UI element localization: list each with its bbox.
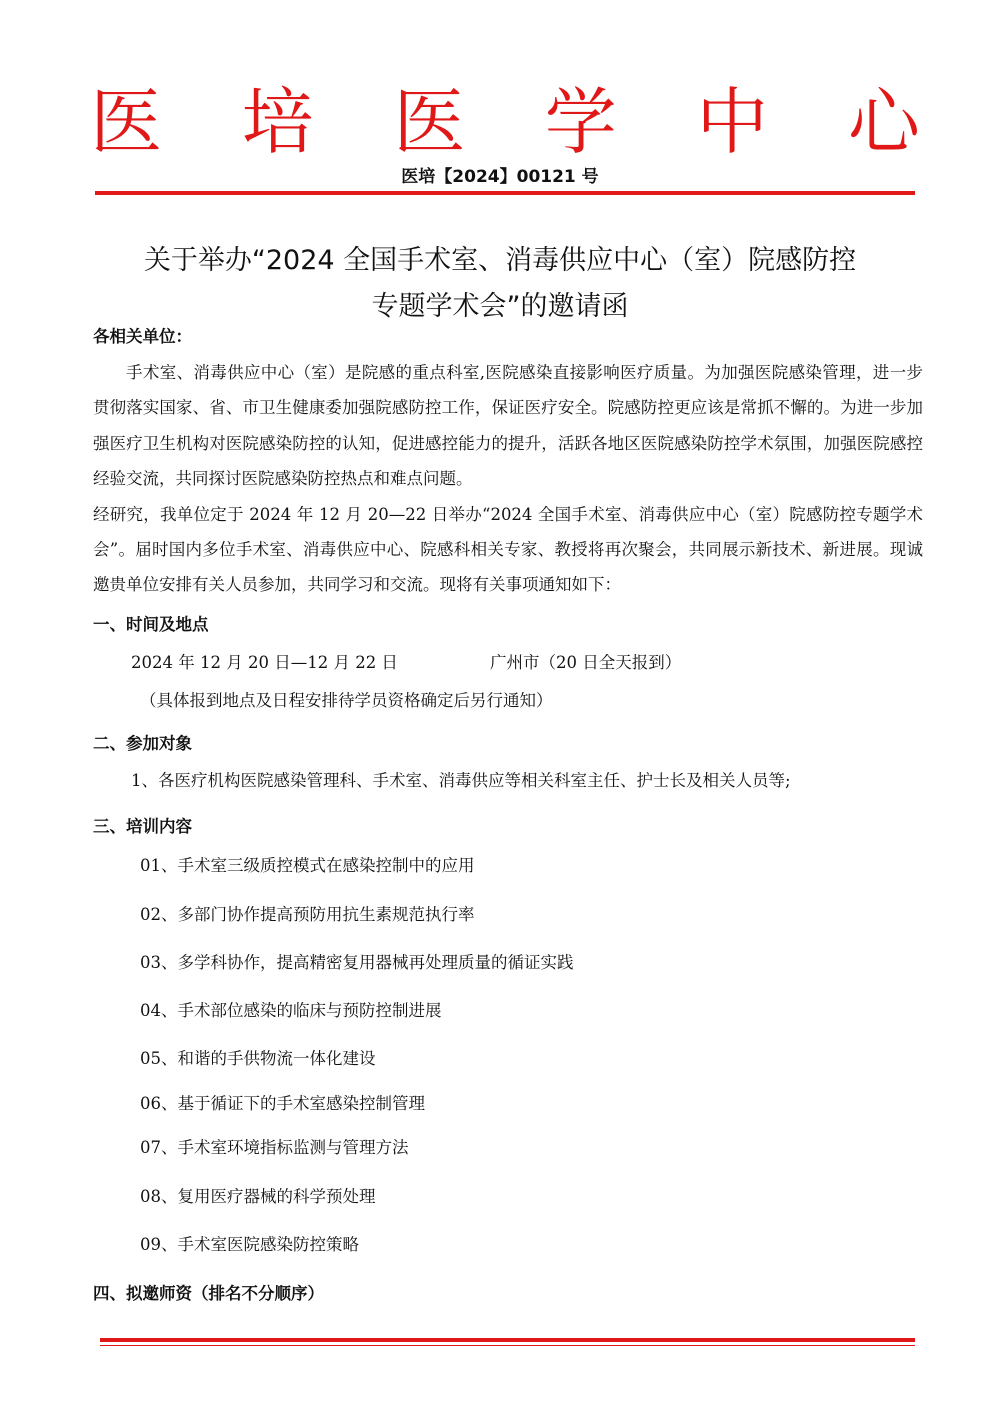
document-title-line-1: 关于举办“2024 全国手术室、消毒供应中心（室）院感防控 [143, 245, 857, 276]
letterhead-char: 学 [544, 80, 617, 164]
training-item: 07、手术室环境指标监测与管理方法 [140, 1138, 409, 1157]
footer-divider [100, 1338, 915, 1342]
training-item: 05、和谐的手供物流一体化建设 [140, 1049, 376, 1068]
training-item: 04、手术部位感染的临床与预防控制进展 [140, 1001, 442, 1020]
letterhead-title [90, 82, 920, 162]
event-date: 2024 年 12 月 20 日—12 月 22 日 [131, 653, 398, 672]
training-item: 06、基于循证下的手术室感染控制管理 [140, 1094, 425, 1113]
training-item: 03、多学科协作，提高精密复用器械再处理质量的循证实践 [140, 953, 574, 972]
section-heading-participants: 二、参加对象 [93, 734, 192, 753]
section-heading-time-place: 一、时间及地点 [93, 615, 209, 634]
registration-note: （具体报到地点及日程安排待学员资格确定后另行通知） [140, 691, 553, 710]
document-title-line-2: 专题学术会”的邀请函 [371, 291, 629, 322]
document-number: 医培【2024】00121 号 [401, 167, 599, 187]
training-item: 02、多部门协作提高预防用抗生素规范执行率 [140, 905, 475, 924]
salutation: 各相关单位： [93, 327, 192, 346]
letterhead-char: 医 [393, 80, 466, 164]
letterhead-char: 培 [241, 80, 314, 164]
letterhead-char: 中 [696, 80, 769, 164]
event-location: 广州市（20 日全天报到） [490, 653, 682, 672]
training-item: 08、复用医疗器械的科学预处理 [140, 1187, 376, 1206]
intro-paragraph-1: 手术室、消毒供应中心（室）是院感的重点科室,医院感染直接影响医疗质量。为加强医院感染管理，进一步贯彻落实国家、省、市卫生健康委加强院感防控工作，保证医疗安全。院感防控更应该是常抓不懈的。为进一步加强医疗卫生机构对医院感染防控的认知，促进感控能力的提升，活跃各地区医院感染防控学术氛围，加强医院感控经验交流，共同探讨医院感染防控热点和难点问题。 [93, 363, 923, 489]
section-heading-training-content: 三、培训内容 [93, 817, 192, 836]
letterhead-char: 医 [90, 80, 163, 164]
header-divider [95, 191, 915, 195]
training-item: 09、手术室医院感染防控策略 [140, 1235, 359, 1254]
intro-paragraph-2: 经研究，我单位定于 2024 年 12 月 20—22 日举办“2024 全国手术室、消毒供应中心（室）院感防控专题学术会”。届时国内多位手术室、消毒供应中心、院感科相关专家、教授将再次聚会，共同展示新技术、新进展。现诚邀贵单位安排有关人员参加，共同学习和交流。现将有关事项通知如下： [93, 504, 923, 595]
training-item: 01、手术室三级质控模式在感染控制中的应用 [140, 856, 475, 875]
intro-body [93, 355, 923, 603]
footer-divider-thin [100, 1345, 915, 1346]
letterhead-char: 心 [847, 80, 920, 164]
section-heading-faculty: 四、拟邀师资（排名不分顺序） [93, 1284, 324, 1303]
participants-item: 1、各医疗机构医院感染管理科、手术室、消毒供应等相关科室主任、护士长及相关人员等; [131, 771, 791, 790]
